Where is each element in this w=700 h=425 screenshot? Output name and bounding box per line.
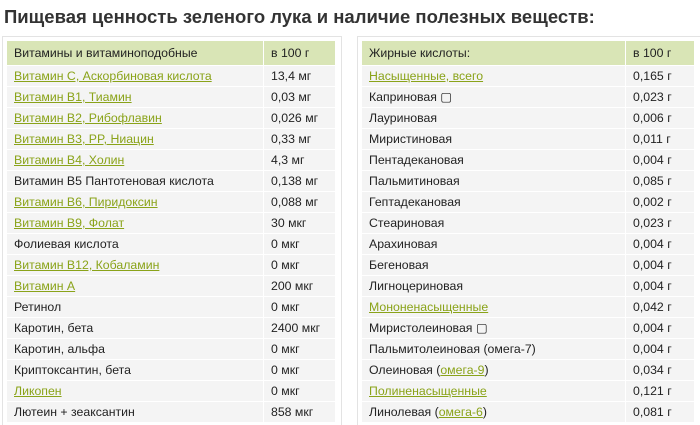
vitamins-row-link[interactable]: Витамин B9, Фолат (14, 216, 125, 230)
fatty-acids-row-value: 0,004 г (626, 234, 695, 255)
vitamins-row-value: 0,088 мг (264, 192, 336, 213)
fatty-acids-row (362, 213, 695, 234)
vitamins-row-link[interactable]: Витамин B6, Пиридоксин (14, 195, 158, 209)
vitamins-row-value: 30 мкг (264, 213, 336, 234)
fatty-acids-row (362, 402, 695, 423)
fatty-acids-row-name[interactable] (362, 297, 626, 318)
fatty-acids-row-name: Пентадекановая (362, 150, 626, 171)
vitamins-row (7, 234, 336, 255)
vitamins-row-value: 13,4 мг (264, 66, 336, 87)
fatty-acids-header-name: Жирные кислоты: (362, 41, 626, 66)
vitamins-row-name[interactable] (7, 192, 264, 213)
fatty-acids-row (362, 150, 695, 171)
fatty-acids-row-value: 0,004 г (626, 339, 695, 360)
fatty-acids-row-value: 0,085 г (626, 171, 695, 192)
vitamins-row (7, 297, 336, 318)
vitamins-row (7, 150, 336, 171)
fatty-acids-row-link[interactable]: Мононенасыщенные (369, 300, 489, 314)
vitamins-row-name: Криптоксантин, бета (7, 360, 264, 381)
fatty-acids-row-name (362, 360, 626, 381)
fatty-acids-row-name[interactable] (362, 66, 626, 87)
vitamins-row (7, 129, 336, 150)
fatty-acids-row-name-suffix: ) (482, 405, 487, 419)
fatty-acids-row-name: Гептадекановая (362, 192, 626, 213)
vitamins-header-name: Витамины и витаминоподобные (7, 41, 264, 66)
fatty-acids-row-value: 0,081 г (626, 402, 695, 423)
fatty-acids-row-name: Арахиновая (362, 234, 626, 255)
vitamins-row-name: Каротин, альфа (7, 339, 264, 360)
vitamins-row-name[interactable] (7, 381, 264, 402)
vitamins-row-name[interactable] (7, 255, 264, 276)
vitamins-row (7, 171, 336, 192)
fatty-acids-row (362, 171, 695, 192)
vitamins-row-name: Ретинол (7, 297, 264, 318)
vitamins-row-name: Лютеин + зеаксантин (7, 402, 264, 423)
vitamins-row (7, 402, 336, 423)
fatty-acids-row-name-text: Линолевая ( (369, 405, 439, 419)
vitamins-row-name[interactable] (7, 276, 264, 297)
vitamins-row-value: 0,03 мг (264, 87, 336, 108)
fatty-acids-row (362, 276, 695, 297)
vitamins-row-name: Каротин, бета (7, 318, 264, 339)
fatty-acids-row-name-text: Олеиновая ( (369, 363, 441, 377)
vitamins-row (7, 255, 336, 276)
vitamins-row-value: 0 мкг (264, 381, 336, 402)
vitamins-row (7, 318, 336, 339)
vitamins-row-value: 0,026 мг (264, 108, 336, 129)
vitamins-row-name[interactable] (7, 108, 264, 129)
vitamins-table-header (7, 41, 336, 66)
vitamins-row-value: 0,138 мг (264, 171, 336, 192)
vitamins-row (7, 108, 336, 129)
fatty-acids-row (362, 129, 695, 150)
fatty-acids-row-value: 0,011 г (626, 129, 695, 150)
fatty-acids-row-value: 0,004 г (626, 276, 695, 297)
fatty-acids-row-value: 0,004 г (626, 150, 695, 171)
fatty-acids-row (362, 297, 695, 318)
vitamins-row-name[interactable] (7, 129, 264, 150)
vitamins-row-link[interactable]: Витамин B4, Холин (14, 153, 125, 167)
fatty-acids-row (362, 234, 695, 255)
vitamins-row-link[interactable]: Витамин B12, Кобаламин (14, 258, 160, 272)
vitamins-row-link[interactable]: Витамин B1, Тиамин (14, 90, 132, 104)
fatty-acids-row-name: Лауриновая (362, 108, 626, 129)
vitamins-row-value: 0 мкг (264, 234, 336, 255)
fatty-acids-row-value: 0,023 г (626, 87, 695, 108)
fatty-acids-row-value: 0,121 г (626, 381, 695, 402)
vitamins-row-value: 0,33 мг (264, 129, 336, 150)
fatty-acids-row-name: Миристиновая (362, 129, 626, 150)
vitamins-row-value: 200 мкг (264, 276, 336, 297)
fatty-acids-header-value: в 100 г (626, 41, 695, 66)
vitamins-row (7, 381, 336, 402)
fatty-acids-row-name: Каприновая ▢ (362, 87, 626, 108)
vitamins-row (7, 87, 336, 108)
vitamins-row-name: Фолиевая кислота (7, 234, 264, 255)
fatty-acids-row-value: 0,023 г (626, 213, 695, 234)
fatty-acids-table-header (362, 41, 695, 66)
vitamins-row-value: 0 мкг (264, 255, 336, 276)
fatty-acids-row (362, 66, 695, 87)
fatty-acids-row (362, 360, 695, 381)
fatty-acids-row-value: 0,006 г (626, 108, 695, 129)
fatty-acids-row (362, 192, 695, 213)
page-title: Пищевая ценность зеленого лука и наличие полезных веществ: (4, 6, 595, 27)
fatty-acids-table (361, 40, 695, 423)
fatty-acids-row (362, 108, 695, 129)
vitamins-row-value: 858 мкг (264, 402, 336, 423)
vitamins-row-value: 0 мкг (264, 339, 336, 360)
fatty-acids-row-link[interactable]: Насыщенные, всего (369, 69, 484, 83)
fatty-acids-row-omega-link[interactable]: омега-9 (440, 363, 485, 377)
fatty-acids-row-name: Стеариновая (362, 213, 626, 234)
vitamins-row-name[interactable] (7, 213, 264, 234)
vitamins-row-name[interactable] (7, 66, 264, 87)
vitamins-row-value: 2400 мкг (264, 318, 336, 339)
vitamins-row-name: Витамин B5 Пантотеновая кислота (7, 171, 264, 192)
vitamins-row-link[interactable]: Витамин C, Аскорбиновая кислота (14, 69, 212, 83)
vitamins-row-value: 0 мкг (264, 360, 336, 381)
fatty-acids-row (362, 255, 695, 276)
fatty-acids-row (362, 87, 695, 108)
fatty-acids-row-name[interactable] (362, 381, 626, 402)
fatty-acids-row (362, 339, 695, 360)
vitamins-row-value: 0 мкг (264, 297, 336, 318)
fatty-acids-row-link[interactable]: Полиненасыщенные (369, 384, 487, 398)
fatty-acids-row-omega-link[interactable]: омега-6 (438, 405, 483, 419)
vitamins-row-name[interactable] (7, 87, 264, 108)
vitamins-row-link[interactable]: Витамин B2, Рибофлавин (14, 111, 162, 125)
fatty-acids-row (362, 381, 695, 402)
fatty-acids-row (362, 318, 695, 339)
fatty-acids-row-name (362, 402, 626, 423)
vitamins-header-value: в 100 г (264, 41, 336, 66)
vitamins-row (7, 276, 336, 297)
vitamins-row (7, 339, 336, 360)
fatty-acids-row-name: Пальмитолеиновая (омега-7) (362, 339, 626, 360)
vitamins-row (7, 360, 336, 381)
vitamins-row-link[interactable]: Витамин A (14, 279, 76, 293)
vitamins-table (6, 40, 336, 423)
vitamins-row (7, 192, 336, 213)
vitamins-row-link[interactable]: Витамин B3, PP, Ниацин (14, 132, 154, 146)
fatty-acids-row-name: Пальмитиновая (362, 171, 626, 192)
vitamins-row-value: 4,3 мг (264, 150, 336, 171)
fatty-acids-row-value: 0,042 г (626, 297, 695, 318)
vitamins-row (7, 66, 336, 87)
fatty-acids-row-name-suffix: ) (484, 363, 489, 377)
fatty-acids-row-name: Бегеновая (362, 255, 626, 276)
vitamins-row (7, 213, 336, 234)
vitamins-row-name[interactable] (7, 150, 264, 171)
fatty-acids-row-value: 0,002 г (626, 192, 695, 213)
fatty-acids-row-value: 0,004 г (626, 255, 695, 276)
fatty-acids-row-value: 0,165 г (626, 66, 695, 87)
fatty-acids-row-value: 0,034 г (626, 360, 695, 381)
fatty-acids-row-name: Миристолеиновая ▢ (362, 318, 626, 339)
fatty-acids-row-value: 0,004 г (626, 318, 695, 339)
fatty-acids-row-name: Лигноцериновая (362, 276, 626, 297)
vitamins-row-link[interactable]: Ликопен (14, 384, 62, 398)
